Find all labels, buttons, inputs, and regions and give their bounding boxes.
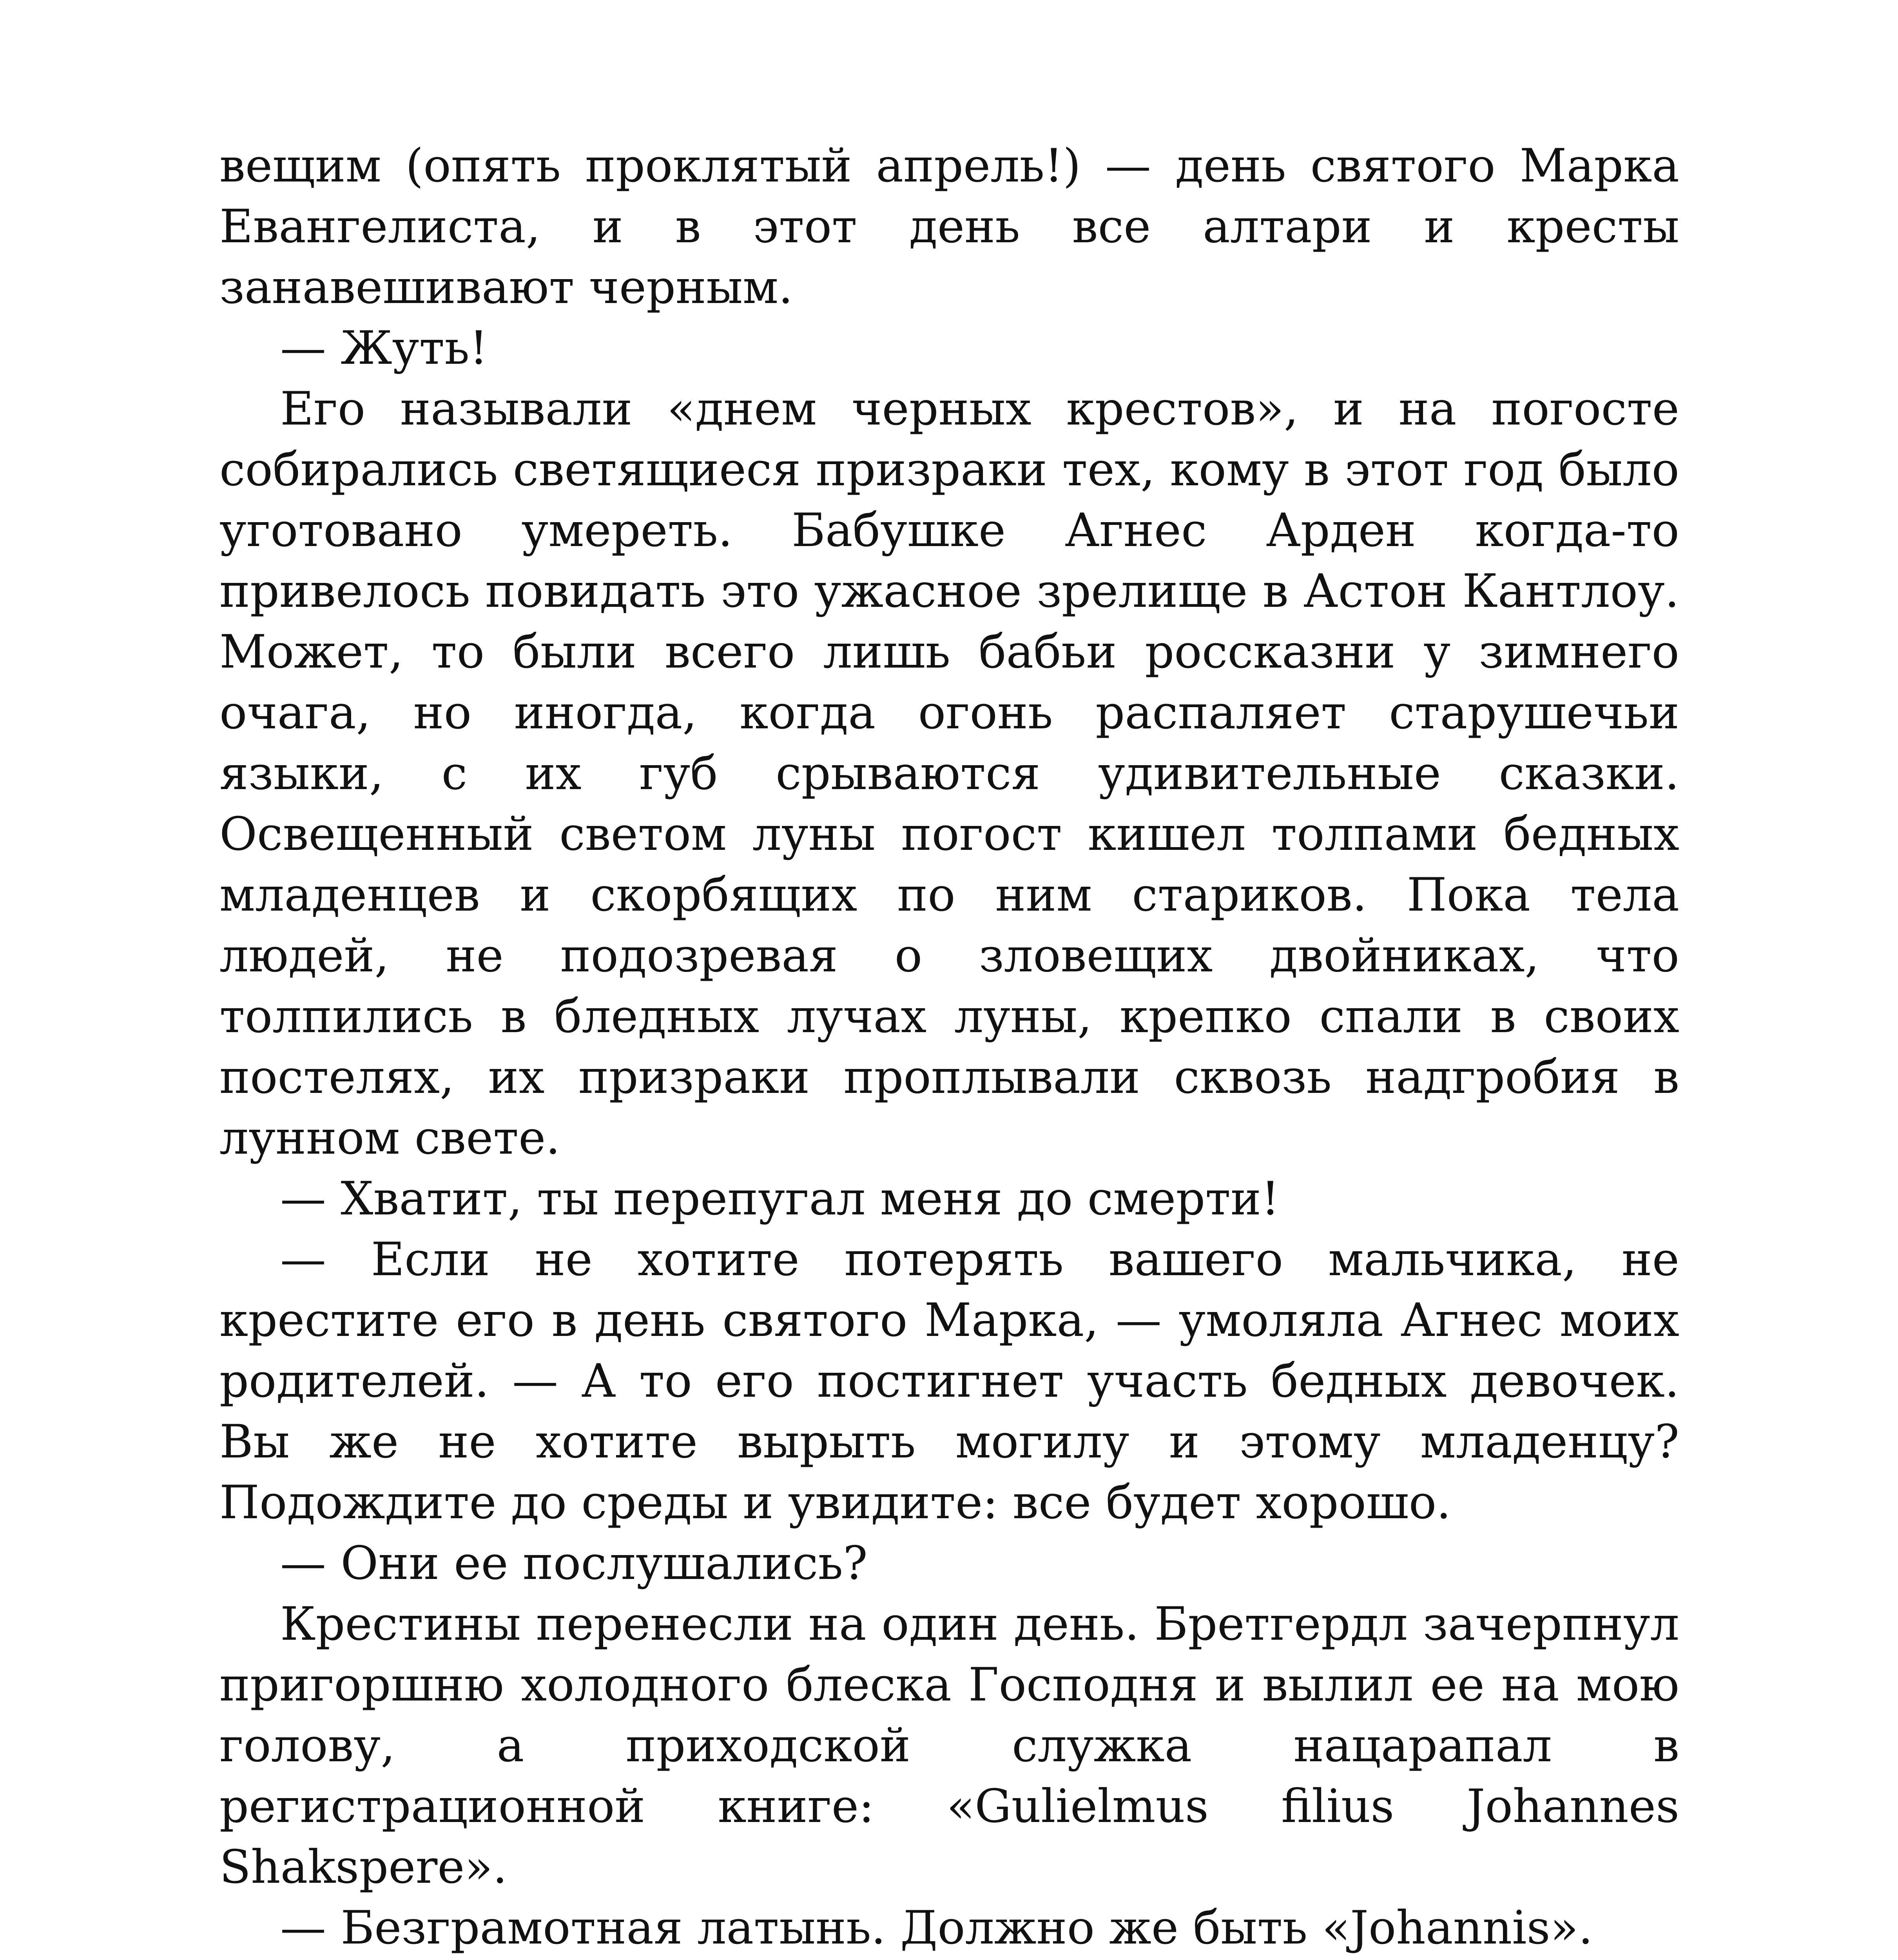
paragraph-3: Его называли «днем черных крестов», и на погосте собирались светящиеся призраки тех, кому в этот год было уготовано умереть. Бабушке Агнес Арден когда-то привелось повидать это ужасное зрелище в Астон Кантлоу. Может, то были всего лишь бабьи россказни у зимнего очага, но иногда, когда огонь распаляет старушечьи языки, с их губ срываются удивительные сказки. Освещенный светом луны погост кишел толпами бедных младенцев и скорбящих по ним стариков. Пока тела людей, не подозревая о зловещих двойниках, что толпились в бледных лучах луны, крепко спали в своих постелях, их призраки проплывали сквозь надгробия в лунном свете. (219, 382, 1679, 1165)
body-text (219, 135, 1679, 1960)
paragraph-6: — Они ее послушались? (280, 1536, 868, 1590)
paragraph-9 (219, 1958, 1679, 1960)
paragraph-1: вещим (опять проклятый апрель!) — день святого Марка Евангелиста, и в этот день все алтари и кресты занавешивают черным. (219, 139, 1679, 314)
paragraph-5: — Если не хотите потерять вашего мальчика, не крестите его в день святого Марка, — умоляла Агнес моих родителей. — А то его постигнет участь бедных девочек. Вы же не хотите вырыть могилу и этому младенцу? Подождите до среды и увидите: все будет хорошо. (219, 1232, 1679, 1529)
paragraph-8: — Безграмотная латынь. Должно же быть «Johannis». (280, 1901, 1593, 1955)
paragraph-7: Крестины перенесли на один день. Бретгердл зачерпнул пригоршню холодного блеска Господня и вылил ее на мою голову, а приходской служка нацарапал в регистрационной книге: «Gulielmus filius Johannes Shakspere». (219, 1597, 1679, 1894)
paragraph-4: — Хватит, ты перепугал меня до смерти! (280, 1172, 1280, 1225)
paragraph-2: — Жуть! (280, 321, 488, 375)
